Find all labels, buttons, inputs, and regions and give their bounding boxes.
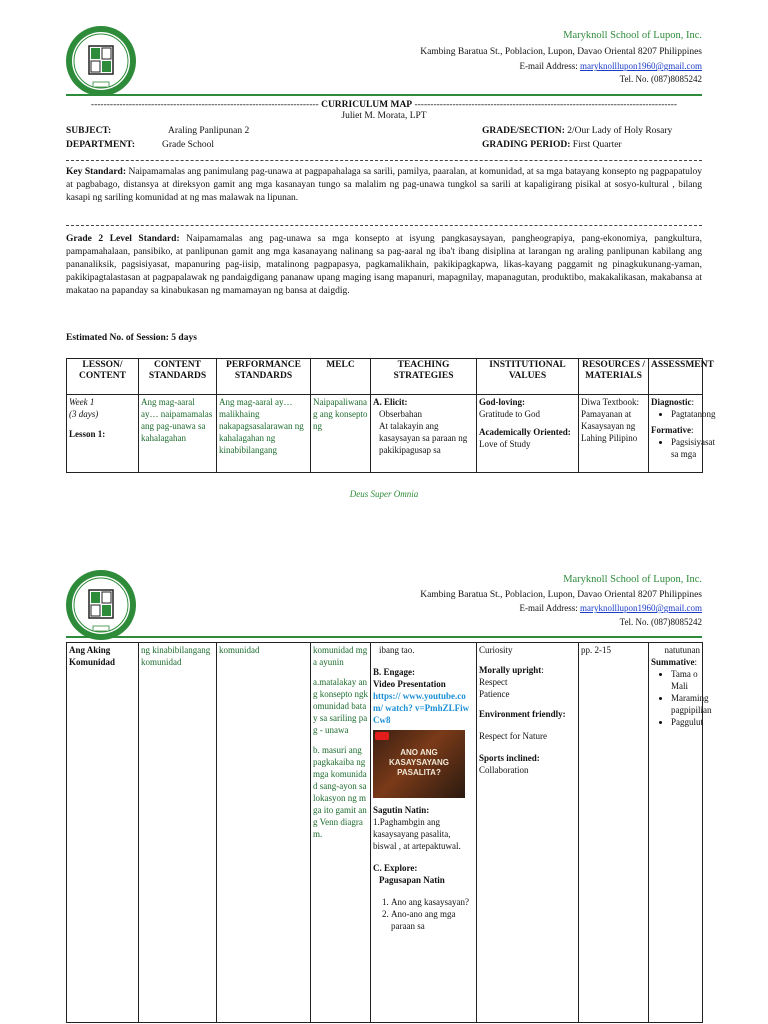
melc-2: a.matalakay ang konsepto ngkomunidad batay sa sariling pag - unawa	[313, 677, 368, 735]
school-logo	[64, 24, 138, 98]
teach-1: ibang tao.	[379, 645, 415, 655]
table-row	[67, 643, 703, 1023]
school-tel-page2: Tel. No. (087)8085242	[619, 617, 702, 627]
level-standard-text: Naipamamalas ang pag-unawa sa mga konsepto at isyung pangkasaysayan, pangheograpiya, pang-ekonomiya, pangkultura, pampamahalaan, pansibiko, at panlipunan gamit ang mga kasanayang nalinang sa pag-aaral ng iba't ibang disiplina at larangan ng araling panlipunan kabilang ang pananaliksik, pagsisiyasat, mapanuring pag-iisip, matalinong pagpapasya, pagkamalikhain, pakikipagkapwa, likas-kayang paggamit ng pinagkukunang-yaman, pakikipagtalastasan at pagpapalawak ng pandaigdigang pananaw upang maging isang mapanuri, mapagnilay, mapanagutan, produktibo, makakalikasan, makabansa at makatao na papanday sa kinabukasan ng mamamayan ng bansa at daigdig.	[66, 234, 702, 296]
cell-resources: Diwa Textbook: Pamayanan at Kasaysayan ng Lahing Pilipino	[579, 395, 649, 473]
melc-3: b. masuri ang pagkakaiba ng mga komunidad sang-ayon sa lokasyon ng mga ito gamit ang Venn diagram.	[313, 745, 367, 839]
grading-period	[482, 140, 622, 150]
assess-list	[651, 668, 712, 728]
department-value: Grade School	[162, 140, 214, 150]
teaching-head: A. Elicit:	[373, 397, 408, 407]
page-title: CURRICULUM MAP	[321, 100, 413, 110]
cell-lesson	[67, 395, 139, 473]
list-item: 2. Ano-ano ang mga paraan sa	[391, 908, 474, 932]
school-tel: Tel. No. (087)8085242	[619, 74, 702, 84]
values-2: Gratitude to God	[479, 409, 540, 419]
values-1: Curiosity	[479, 645, 513, 655]
values-3: Academically Oriented:	[479, 427, 571, 437]
values-5: Environment friendly:	[479, 709, 566, 719]
video-link[interactable]: https:// www.youtube.com/ watch? v=PmhZLFiwCw8	[373, 691, 470, 725]
teaching-line-1: Obserbahan	[379, 409, 422, 419]
grade-value: 2/Our Lady of Holy Rosary	[567, 126, 673, 136]
divider-dashed-2	[66, 225, 702, 226]
key-standard	[66, 166, 702, 205]
subject-value: Araling Panlipunan 2	[168, 126, 250, 136]
cell-values	[477, 643, 579, 1023]
school-address: Kambing Baratua St., Poblacion, Lupon, Davao Oriental 8207 Philippines	[420, 47, 702, 57]
school-address-page2: Kambing Baratua St., Poblacion, Lupon, Davao Oriental 8207 Philippines	[420, 590, 702, 600]
lesson-title: Lesson 1:	[69, 429, 106, 439]
teach-6: C. Explore:	[373, 863, 418, 873]
department-label: DEPARTMENT:	[66, 140, 135, 150]
values-8: Collaboration	[479, 765, 529, 775]
values-6: Respect for Nature	[479, 731, 547, 741]
teach-3: Video Presentation	[373, 679, 446, 689]
table-row	[67, 395, 703, 473]
col-header-content: CONTENT STANDARDS	[139, 359, 217, 395]
cell-teaching	[371, 395, 477, 473]
sessions: Estimated No. of Session: 5 days	[66, 333, 197, 343]
cell-values	[477, 395, 579, 473]
cell-performance-standard: Ang mag-aaral ay… malikhaing nakapagsasalarawan ng kahalagahan ng kinabibilangang	[217, 395, 311, 473]
values-7: Sports inclined:	[479, 753, 540, 763]
col-header-resources: RESOURCES / MATERIALS	[579, 359, 649, 395]
col-header-teaching: TEACHING STRATEGIES	[371, 359, 477, 395]
teach-2: B. Engage:	[373, 667, 416, 677]
curriculum-table-page2	[66, 642, 712, 1023]
lesson-week: Week 1	[69, 397, 95, 407]
key-standard-text: Naipamamalas ang panimulang pag-unawa at pagpapahalaga sa sarili, pamilya, paaralan, at komunidad, at sa mga batayang konsepto ng pagpapatuloy at pagbabago, distansya at direksyon gamit ang mga kasanayan tungo sa malalim ng pag-unawa tungkol sa sarili at kapaligirang pisikal at sosyo-kultural , bilang kasapi ng sariling komunidad at ng mas malawak na lipunan.	[66, 167, 702, 203]
cell-assessment	[649, 395, 716, 473]
level-standard-label: Grade 2 Level Standard:	[66, 234, 180, 244]
cell-teaching	[371, 643, 477, 1023]
assess-1: natutunan	[664, 645, 700, 655]
assess-formative: Formative:	[651, 425, 694, 435]
school-logo-page2	[64, 568, 138, 642]
values-1: God-loving:	[479, 397, 526, 407]
email-label: E-mail Address:	[519, 61, 580, 71]
title-dashes-left: ------------------------------------------------------------------------	[90, 100, 319, 110]
values-3: Respect	[479, 677, 508, 687]
teaching-line-2: At talakayin ang kasaysayan sa paraan ng pakikipagusap sa	[379, 421, 468, 455]
list-item: • Pagtatanong	[671, 408, 700, 420]
title-line	[66, 100, 702, 110]
school-email-line-page2	[519, 603, 702, 613]
cell-content-standard: Ang mag-aaral ay… naipamamalas ang pag-unawa sa kahalagahan	[139, 395, 217, 473]
email-label: E-mail Address:	[519, 603, 580, 613]
col-header-lesson: LESSON/ CONTENT	[67, 359, 139, 395]
list-item: • Tama o Mali	[671, 668, 700, 692]
assess-diagnostic-label: Diagnostic	[651, 397, 692, 407]
grade-label: GRADE/SECTION:	[482, 126, 565, 136]
thumbnail-title: ANO ANG KASAYSAYANG PASALITA?	[388, 748, 450, 777]
teach-4: Sagutin Natin:	[373, 805, 430, 815]
melc-1: komunidad mga ayunin	[313, 645, 368, 667]
email-link[interactable]: maryknolllupon1960@gmail.com	[579, 61, 702, 71]
school-name-page2: Maryknoll School of Lupon, Inc.	[563, 574, 702, 585]
school-name: Maryknoll School of Lupon, Inc.	[563, 30, 702, 41]
header-divider	[66, 94, 702, 96]
header-divider-page2	[66, 636, 702, 638]
grade-section	[482, 126, 672, 136]
motto: Deus Super Omnia	[349, 489, 419, 499]
title-dashes-right: -----------------------------------------------------------------------------------	[414, 100, 678, 110]
cell-performance-standard: komunidad	[217, 643, 311, 1023]
school-email-line	[519, 61, 702, 71]
lesson-days: (3 days)	[69, 409, 99, 419]
subject-label: SUBJECT:	[66, 126, 112, 136]
divider-dashed-1	[66, 160, 702, 161]
list-item: • Maraming pagpipilian	[671, 692, 700, 716]
cell-resources: pp. 2-15	[579, 643, 649, 1023]
col-header-melc: MELC	[311, 359, 371, 395]
teach-7: Pagusapan Natin	[379, 875, 445, 885]
assess-summative-label: Summative	[651, 657, 695, 667]
values-4: Patience	[479, 689, 510, 699]
table-header-row	[67, 359, 703, 395]
list-item: • Paggulut	[671, 716, 700, 728]
col-header-values: INSTITUTIONAL VALUES	[477, 359, 579, 395]
cell-lesson: Ang Aking Komunidad	[67, 643, 139, 1023]
col-header-assessment: ASSESSMENT	[649, 359, 703, 395]
teach-5: 1.Paghambgin ang kasaysayang pasalita, biswal , at artepaktuwal.	[373, 817, 461, 851]
values-2: Morally upright:	[479, 665, 544, 675]
col-header-performance: PERFORMANCE STANDARDS	[217, 359, 311, 395]
curriculum-table-page1	[66, 358, 716, 473]
cell-melc: Naipapaliwanag ang konsepto ng	[311, 395, 371, 473]
cell-content-standard: ng kinabibilangang komunidad	[139, 643, 217, 1023]
assess-diagnostic: Diagnostic:	[651, 397, 695, 407]
cell-melc	[311, 643, 371, 1023]
values-4: Love of Study	[479, 439, 531, 449]
teach-list	[373, 896, 474, 932]
period-value: First Quarter	[572, 140, 622, 150]
cell-assessment	[649, 643, 712, 1023]
list-item: • Pagsisiyasat sa mga	[671, 436, 700, 460]
assess-summative: Summative:	[651, 657, 698, 667]
period-label: GRADING PERIOD:	[482, 140, 571, 150]
values-2-label: Morally upright	[479, 665, 542, 675]
video-thumbnail[interactable]	[373, 730, 465, 798]
assess-list-2	[651, 436, 715, 460]
author: Juliet M. Morata, LPT	[341, 111, 427, 121]
email-link[interactable]: maryknolllupon1960@gmail.com	[579, 603, 702, 613]
assess-list-1	[651, 408, 716, 420]
list-item: 1. Ano ang kasaysayan?	[391, 896, 474, 908]
youtube-icon	[375, 732, 389, 740]
level-standard	[66, 233, 702, 298]
assess-formative-label: Formative	[651, 425, 691, 435]
key-standard-label: Key Standard:	[66, 167, 126, 177]
